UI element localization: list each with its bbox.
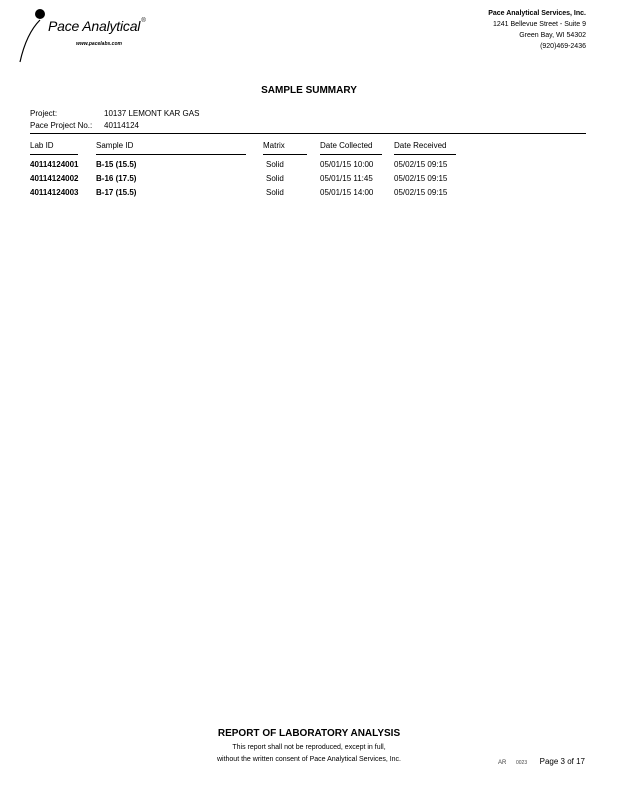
table-row	[30, 160, 586, 174]
cell-sample-id: B-15 (15.5)	[96, 160, 137, 169]
cell-date-collected: 05/01/15 10:00	[320, 160, 374, 169]
header-underline	[320, 154, 382, 155]
lab-phone: (920)469-2436	[540, 43, 586, 50]
table-header	[30, 141, 586, 153]
footer-disclaimer-line1: This report shall not be reproduced, except in full,	[232, 744, 386, 751]
table-row	[30, 188, 586, 202]
logo-url: www.pacelabs.com	[76, 41, 122, 47]
header-underline	[263, 154, 307, 155]
project-no-value: 40114124	[104, 121, 139, 130]
col-lab-id: Lab ID	[30, 141, 54, 150]
table-body	[30, 160, 586, 202]
header-underline	[30, 154, 78, 155]
cell-date-received: 05/02/15 09:15	[394, 188, 448, 197]
cell-date-received: 05/02/15 09:15	[394, 174, 448, 183]
pace-logo-swoosh-icon	[14, 4, 134, 64]
col-sample-id: Sample ID	[96, 141, 134, 150]
cell-date-collected: 05/01/15 14:00	[320, 188, 374, 197]
cell-date-collected: 05/01/15 11:45	[320, 174, 373, 183]
header-underline	[96, 154, 246, 155]
project-label: Project:	[30, 109, 58, 118]
footer-title: REPORT OF LABORATORY ANALYSIS	[217, 728, 401, 739]
cell-date-received: 05/02/15 09:15	[394, 160, 448, 169]
cell-matrix: Solid	[266, 160, 284, 169]
lab-street: 1241 Bellevue Street - Suite 9	[492, 21, 586, 28]
project-value: 10137 LEMONT KAR GAS	[104, 109, 200, 118]
cell-matrix: Solid	[266, 174, 284, 183]
cell-lab-id: 40114124003	[30, 188, 79, 197]
col-matrix: Matrix	[263, 141, 285, 150]
page-title: SAMPLE SUMMARY	[261, 85, 357, 96]
cell-sample-id: B-17 (15.5)	[96, 188, 137, 197]
lab-city: Green Bay, WI 54302	[519, 32, 586, 39]
cell-sample-id: B-16 (17.5)	[96, 174, 137, 183]
cell-matrix: Solid	[266, 188, 284, 197]
project-no-label: Pace Project No.:	[30, 121, 93, 130]
lab-company: Pace Analytical Services, Inc.	[488, 10, 586, 17]
table-top-rule	[30, 133, 586, 134]
header-underline	[394, 154, 456, 155]
col-date-received: Date Received	[394, 141, 447, 150]
footer-code-number: 0023	[516, 760, 528, 766]
cell-lab-id: 40114124001	[30, 160, 79, 169]
page-number: Page 3 of 17	[539, 757, 585, 766]
project-info	[30, 108, 199, 132]
table-row	[30, 174, 586, 188]
col-date-collected: Date Collected	[320, 141, 373, 150]
cell-lab-id: 40114124002	[30, 174, 79, 183]
logo-wordmark: Pace Analytical®	[48, 18, 146, 34]
footer-disclaimer-line2: without the written consent of Pace Analytical Services, Inc.	[216, 756, 402, 763]
footer-code: AR	[498, 760, 507, 766]
lab-address	[488, 8, 586, 52]
